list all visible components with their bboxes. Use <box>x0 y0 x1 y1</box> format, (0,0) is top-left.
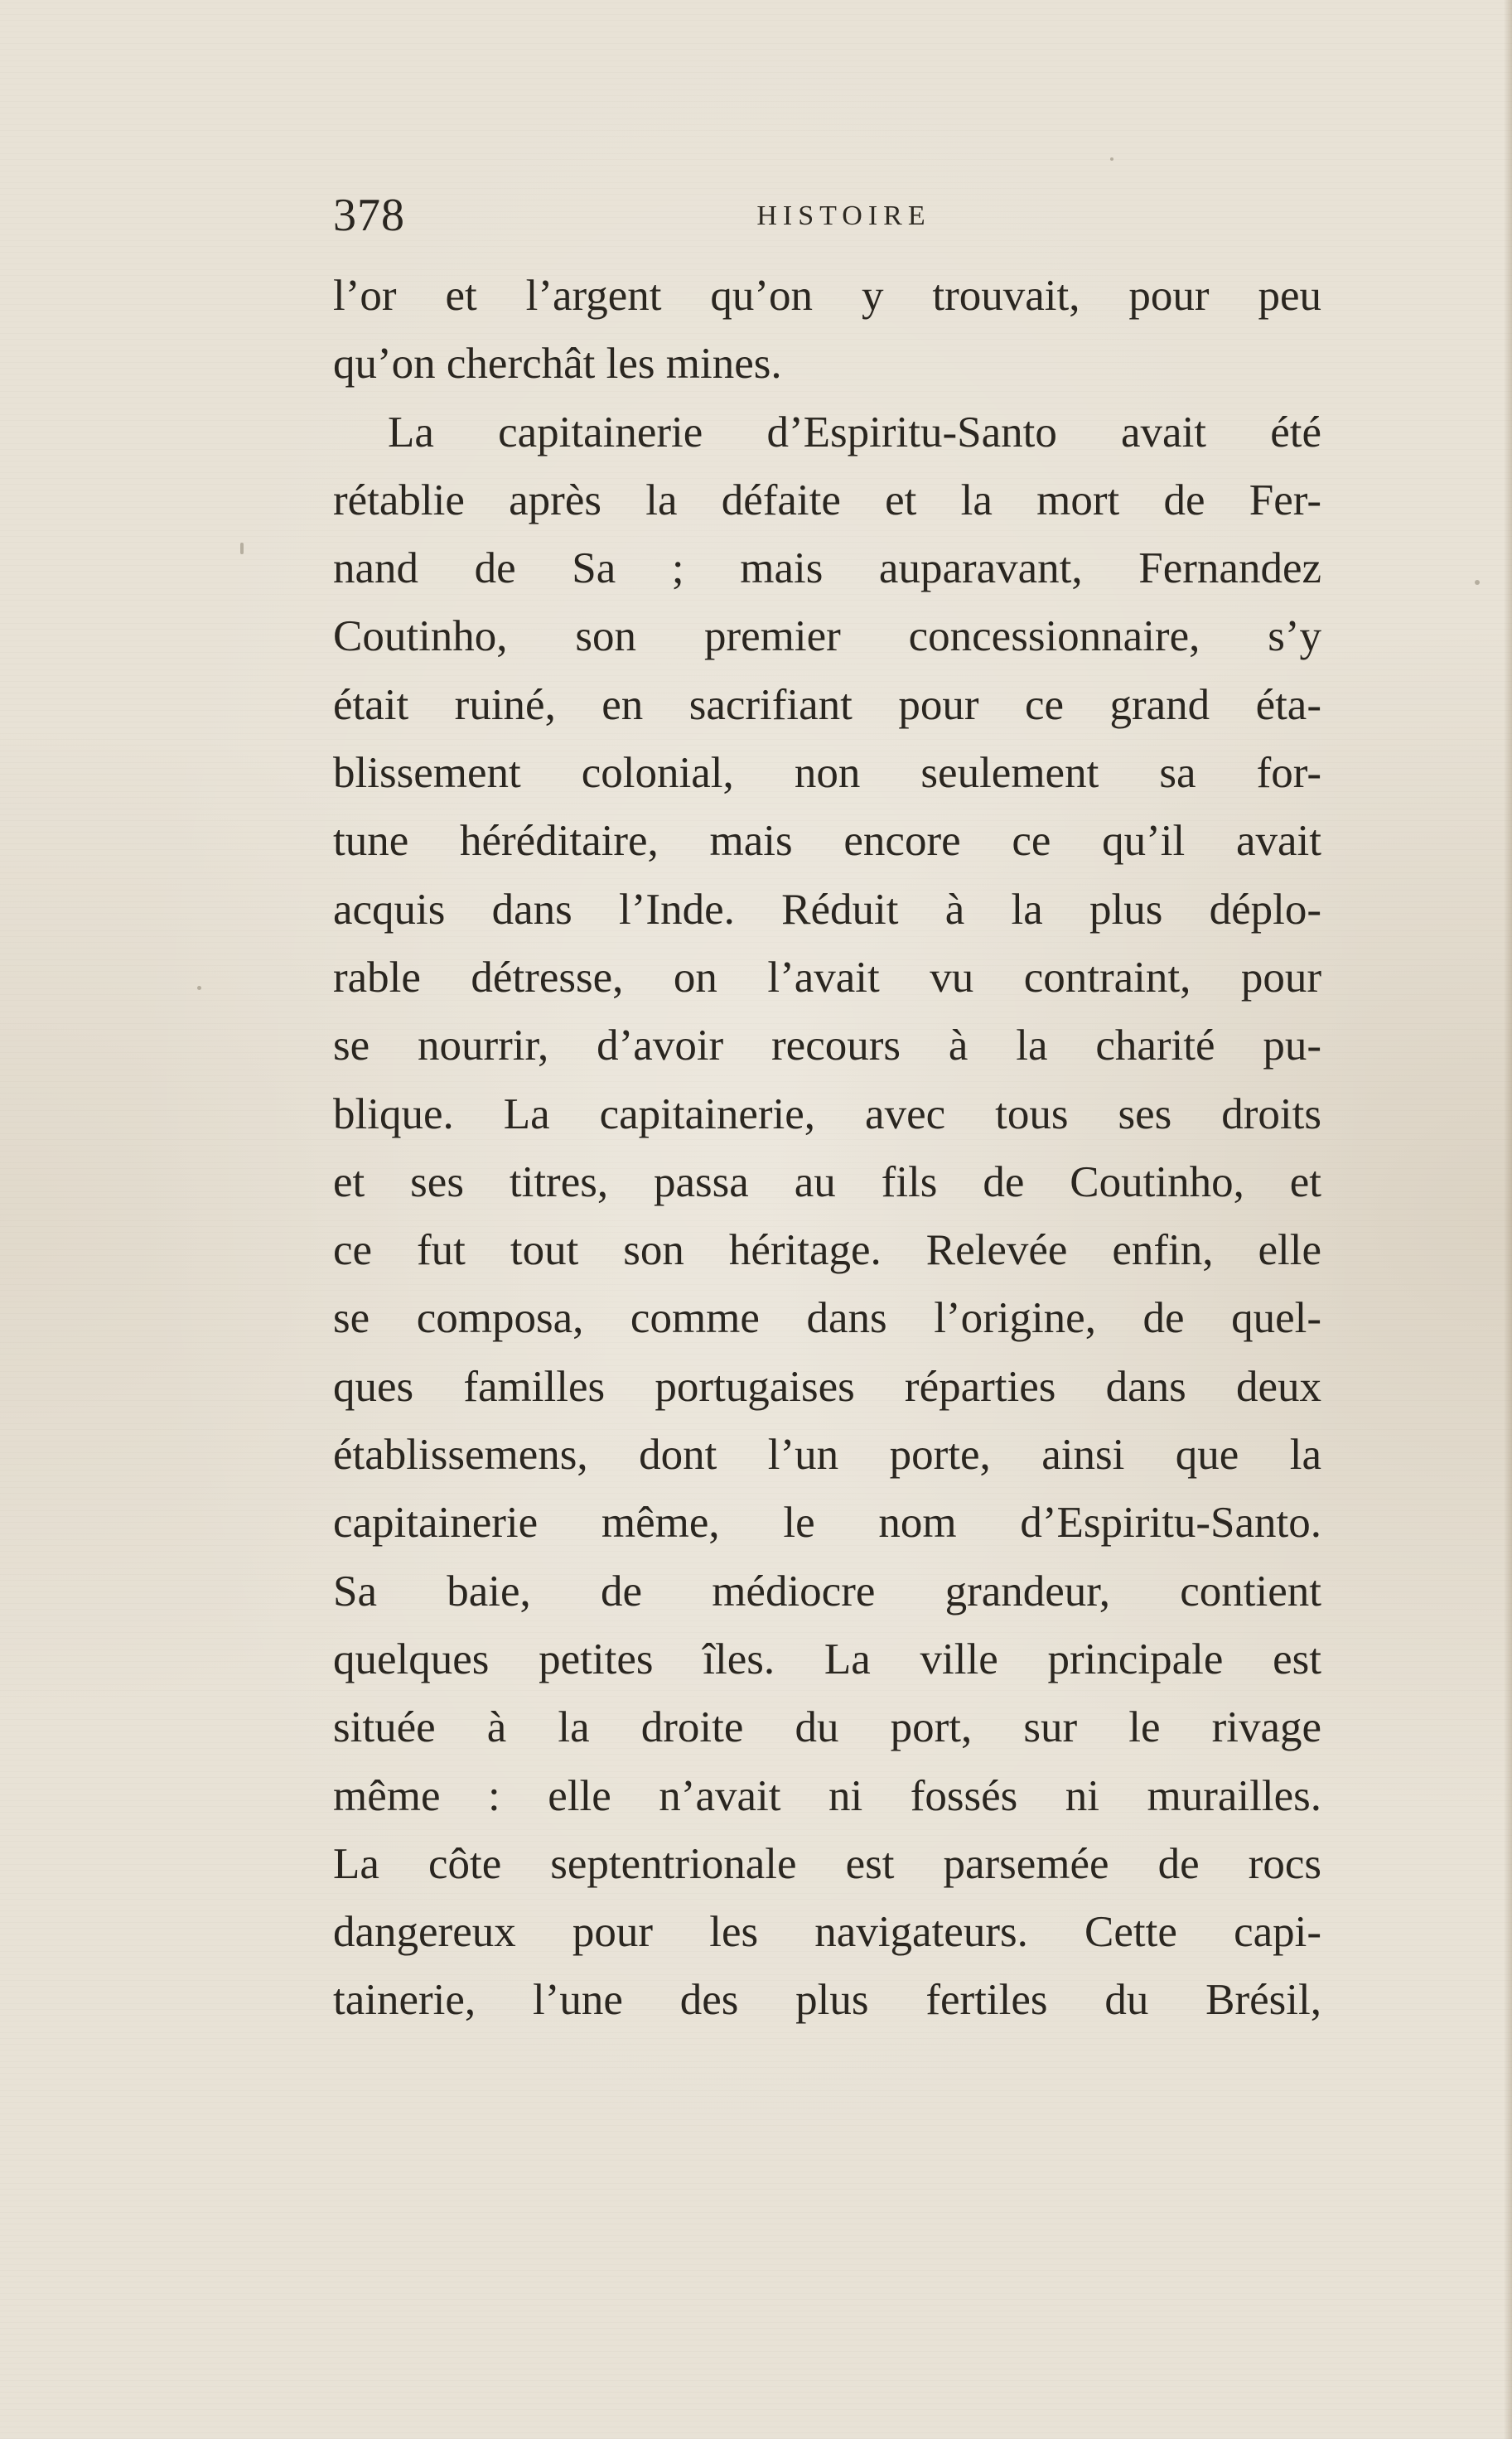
text-line: tune héréditaire, mais encore ce qu’il avait <box>333 817 1321 866</box>
paper-speck <box>1110 157 1113 161</box>
paper-speck <box>1475 580 1480 585</box>
text-line: était ruiné, en sacrifiant pour ce grand éta- <box>333 680 1321 729</box>
text-line: quelques petites îles. La ville principale est <box>333 1635 1321 1683</box>
text-line: qu’on cherchât les mines. <box>333 340 782 389</box>
running-head: HISTOIRE <box>756 200 931 231</box>
text-line: se nourrir, d’avoir recours à la charité pu- <box>333 1021 1321 1070</box>
text-line: La côte septentrionale est parsemée de rocs <box>333 1839 1321 1888</box>
page-number: 378 <box>333 190 405 241</box>
text-line: tainerie, l’une des plus fertiles du Brésil, <box>333 1976 1321 2025</box>
page-edge-shadow <box>1504 0 1512 2439</box>
text-line: dangereux pour les navigateurs. Cette capi- <box>333 1908 1321 1957</box>
text-line: Sa baie, de médiocre grandeur, contient <box>333 1567 1321 1616</box>
text-line: nand de Sa ; mais auparavant, Fernandez <box>333 544 1321 593</box>
text-line: rétablie après la défaite et la mort de Fer- <box>333 476 1321 524</box>
text-line: située à la droite du port, sur le rivage <box>333 1703 1321 1752</box>
text-line: l’or et l’argent qu’on y trouvait, pour peu <box>333 272 1321 320</box>
text-line: acquis dans l’Inde. Réduit à la plus déplo- <box>333 885 1321 934</box>
text-line: capitainerie même, le nom d’Espiritu-Santo. <box>333 1499 1321 1548</box>
body-text <box>333 262 1321 2035</box>
text-line: rable détresse, on l’avait vu contraint, pour <box>333 953 1321 1002</box>
text-line: Coutinho, son premier concessionnaire, s’y <box>333 612 1321 661</box>
text-line: établissemens, dont l’un porte, ainsi que la <box>333 1431 1321 1480</box>
paper-speck <box>240 543 244 554</box>
text-line: La capitainerie d’Espiritu-Santo avait été <box>388 408 1321 456</box>
paper-speck <box>197 986 201 990</box>
text-line: ce fut tout son héritage. Relevée enfin, elle <box>333 1226 1321 1275</box>
text-line: et ses titres, passa au fils de Coutinho, et <box>333 1157 1321 1206</box>
text-line: blique. La capitainerie, avec tous ses droits <box>333 1089 1321 1138</box>
text-line: même : elle n’avait ni fossés ni murailles. <box>333 1771 1321 1820</box>
page-header <box>333 189 1321 247</box>
text-line: se composa, comme dans l’origine, de quel- <box>333 1294 1321 1343</box>
text-line: ques familles portugaises réparties dans deux <box>333 1362 1321 1411</box>
text-line: blissement colonial, non seulement sa for- <box>333 749 1321 798</box>
